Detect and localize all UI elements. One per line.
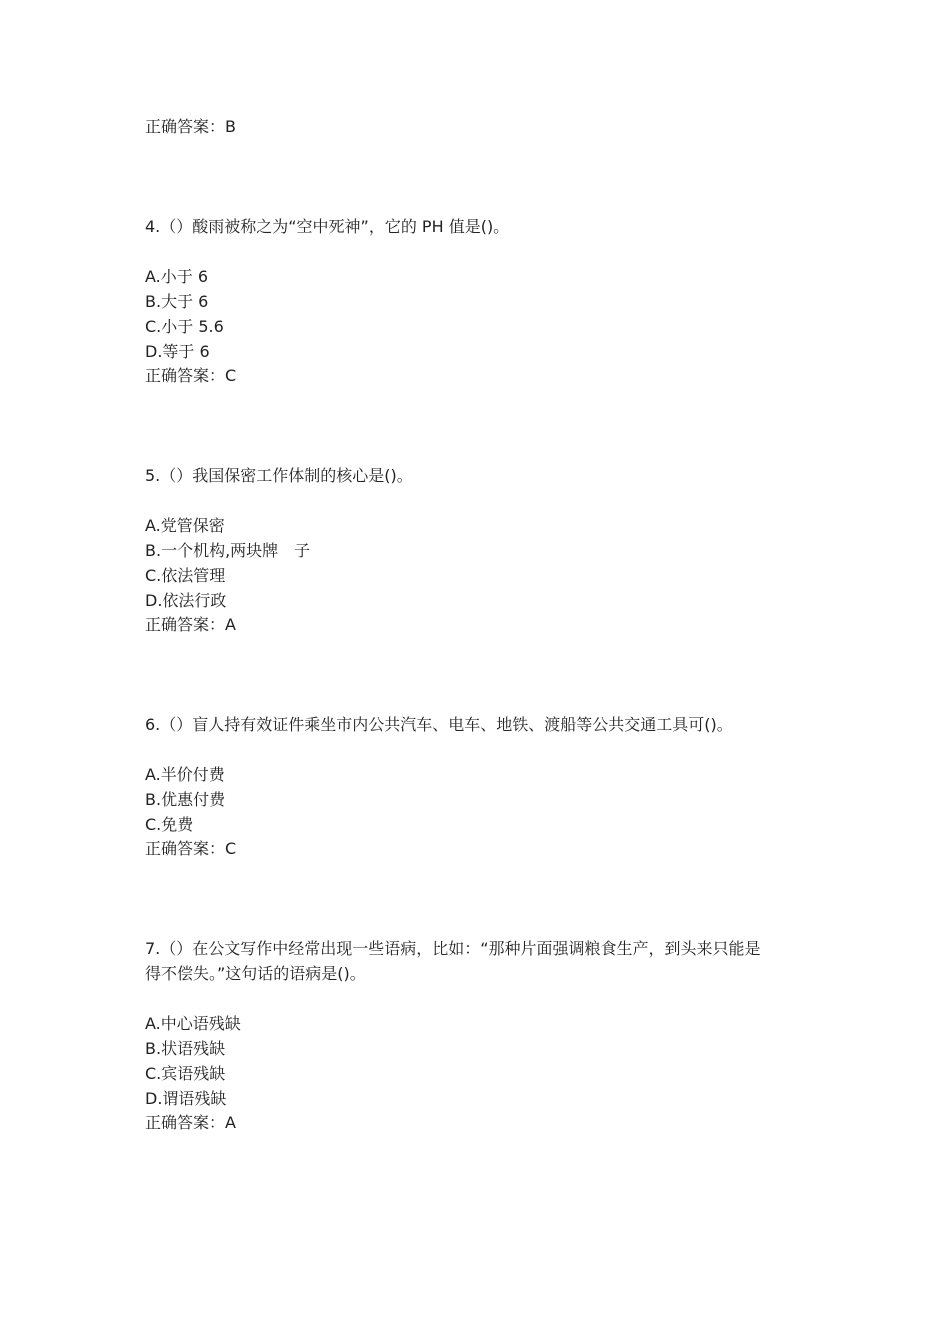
question-4-stem: 4.（）酸雨被称之为“空中死神”，它的 PH 值是()。 [145,217,510,236]
question-7-option-d: D.谓语残缺 [145,1089,227,1108]
question-6-option-a: A.半价付费 [145,765,225,784]
question-5-option-b: B.一个机构,两块牌 子 [145,541,311,560]
question-4-option-d: D.等于 6 [145,342,210,361]
question-4-option-c: C.小于 5.6 [145,317,224,336]
question-5-option-d: D.依法行政 [145,591,227,610]
question-7-answer: 正确答案：A [145,1113,236,1132]
question-6-stem: 6.（）盲人持有效证件乘坐市内公共汽车、电车、地铁、渡船等公共交通工具可()。 [145,715,733,734]
question-7-option-c: C.宾语残缺 [145,1064,226,1083]
question-4-option-b: B.大于 6 [145,292,209,311]
previous-answer: 正确答案：B [145,117,236,136]
question-5-option-a: A.党管保密 [145,516,225,535]
question-5-answer: 正确答案：A [145,615,236,634]
question-5-option-c: C.依法管理 [145,566,226,585]
question-7-option-a: A.中心语残缺 [145,1014,241,1033]
question-7-stem-line-2: 得不偿失。”这句话的语病是()。 [145,964,366,983]
question-7-stem-line-1: 7.（）在公文写作中经常出现一些语病，比如：“那种片面强调粮食生产，到头来只能是 [145,939,761,958]
question-6-option-b: B.优惠付费 [145,790,226,809]
question-4-option-a: A.小于 6 [145,267,209,286]
question-4-answer: 正确答案：C [145,366,237,385]
question-6-option-c: C.免费 [145,815,194,834]
question-6-answer: 正确答案：C [145,839,237,858]
question-5-stem: 5.（）我国保密工作体制的核心是()。 [145,466,413,485]
question-7-option-b: B.状语残缺 [145,1039,226,1058]
